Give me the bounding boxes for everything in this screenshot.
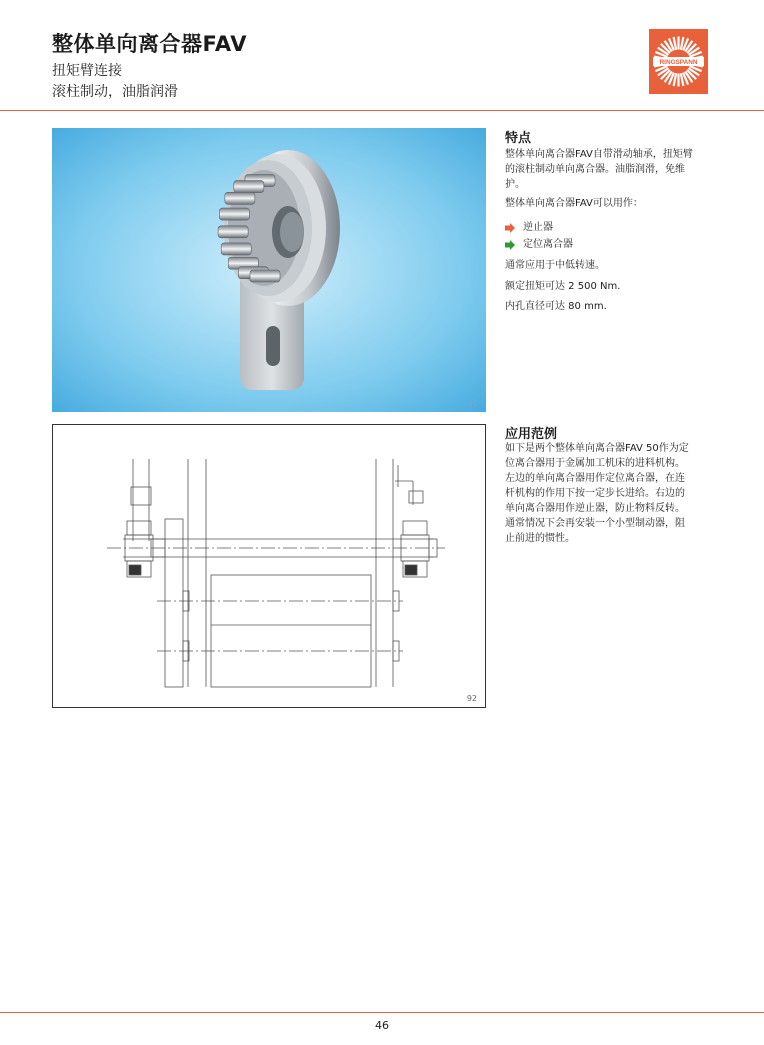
footer-rule bbox=[0, 1012, 764, 1013]
application-line: 单向离合器用作逆止器，防止物料反转。 bbox=[505, 503, 685, 514]
application-line: 杆机构的作用下按一定步长进给。右边的 bbox=[505, 488, 685, 499]
features-intro bbox=[505, 147, 710, 192]
subtitle-line-1: 扭矩臂连接 bbox=[52, 63, 122, 79]
application-drawing bbox=[52, 424, 486, 708]
figure-number-92: 92 bbox=[466, 694, 477, 703]
features-intro-line-2: 的滚柱制动单向离合器。油脂润滑，免维 bbox=[505, 164, 685, 175]
bullet-indexing-clutch bbox=[505, 237, 573, 252]
red-arrow-icon bbox=[505, 223, 515, 233]
bore-text: 内孔直径可达 80 mm. bbox=[505, 301, 607, 312]
bullet-label: 定位离合器 bbox=[523, 239, 573, 250]
logo-text: RINGSPANN bbox=[659, 59, 698, 66]
speed-text: 通常应用于中低转速。 bbox=[505, 260, 605, 271]
bullet-label: 逆止器 bbox=[523, 222, 553, 233]
header-rule bbox=[0, 110, 764, 111]
application-line: 位离合器用于金属加工机床的进料机构。 bbox=[505, 458, 685, 469]
application-text bbox=[505, 441, 710, 546]
page-number: 46 bbox=[375, 1019, 389, 1032]
application-line: 左边的单向离合器用作定位离合器，在连 bbox=[505, 473, 685, 484]
features-heading: 特点 bbox=[505, 131, 532, 146]
application-line: 通常情况下会再安装一个小型制动器，阻 bbox=[505, 518, 685, 529]
features-intro-line-3: 护。 bbox=[505, 179, 525, 190]
figure-number-91: 91 bbox=[467, 399, 478, 408]
subtitle-line-2: 滚柱制动，油脂润滑 bbox=[52, 84, 178, 100]
torque-text: 额定扭矩可达 2 500 Nm. bbox=[505, 281, 621, 292]
application-line: 如下是两个整体单向离合器FAV 50作为定 bbox=[505, 443, 689, 454]
page-title: 整体单向离合器FAV bbox=[52, 32, 248, 56]
usage-intro: 整体单向离合器FAV可以用作： bbox=[505, 198, 643, 209]
features-intro-line-1: 整体单向离合器FAV自带滑动轴承，扭矩臂 bbox=[505, 149, 693, 160]
application-heading: 应用范例 bbox=[505, 427, 558, 442]
product-photo bbox=[52, 128, 486, 412]
application-line: 止前进的惯性。 bbox=[505, 533, 575, 544]
green-arrow-icon bbox=[505, 240, 515, 250]
bullet-backstop bbox=[505, 220, 553, 235]
ringspann-logo bbox=[649, 29, 708, 94]
